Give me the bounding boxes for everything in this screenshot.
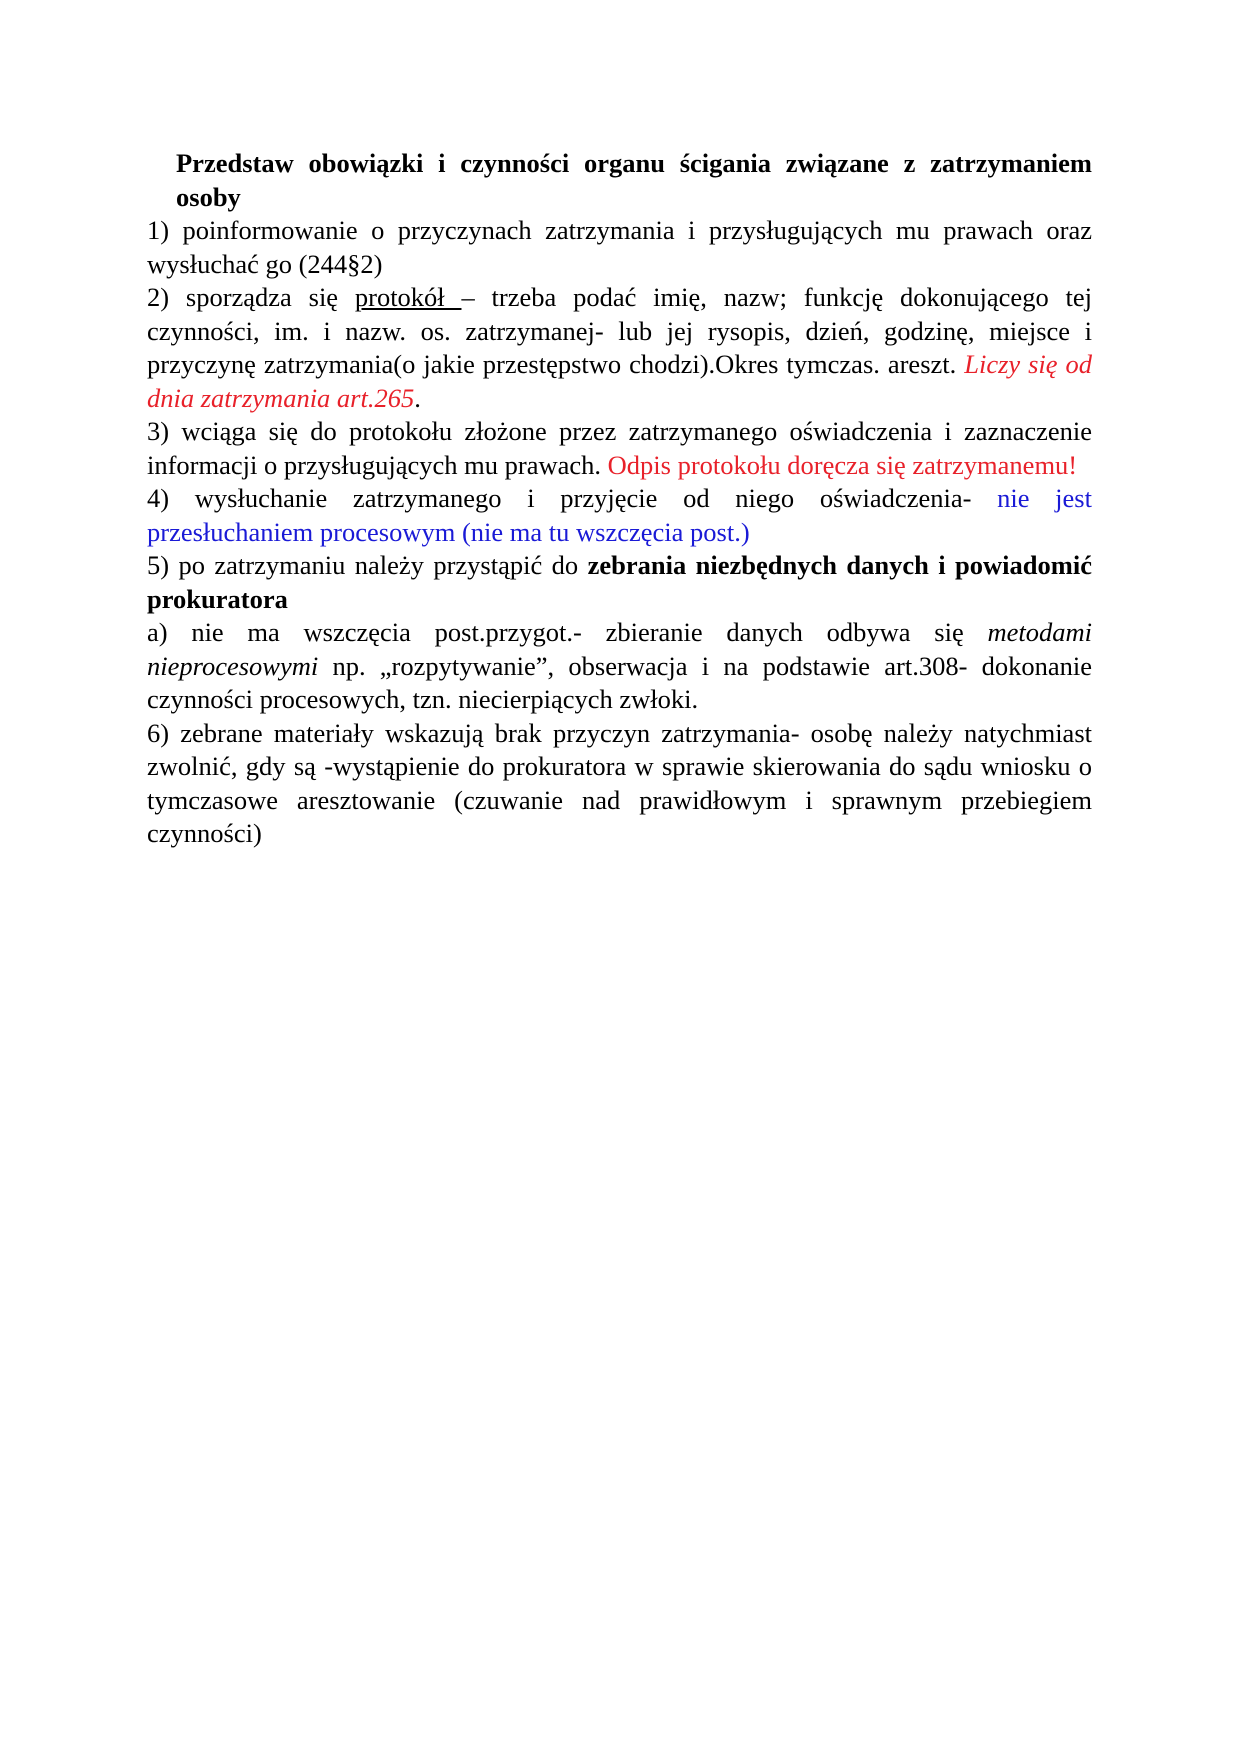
item-a-prefix: a) nie ma wszczęcia post.przygot.- zbieranie danych odbywa się <box>147 617 988 647</box>
item-a-italic: metodami nieprocesowymi <box>147 617 1092 681</box>
item-5 <box>147 549 1092 616</box>
document-title: Przedstaw obowiązki i czynności organu ścigania związane z zatrzymaniem osoby <box>176 148 1092 212</box>
item-2-text: – trzeba podać imię, nazw; funkcję dokonującego tej czynności, im. i nazw. os. zatrzymanej- lub jej rysopis, dzień, godzinę, miejsce i przyczynę zatrzymania(o jakie przestępstwo chodzi).Okres tymczas. areszt. <box>147 282 1092 379</box>
item-4-text: 4) wysłuchanie zatrzymanego i przyjęcie od niego oświadczenia- <box>147 483 998 513</box>
item-6-text: 6) zebrane materiały wskazują brak przyczyn zatrzymania- osobę należy natychmiast zwolnić, gdy są -wystąpienie do prokuratora w sprawie skierowania do sądu wniosku o tymczasowe aresztowanie (czuwanie nad prawidłowym i sprawnym przebiegiem czynności) <box>147 717 1092 848</box>
item-5-bold: zebrania niezbędnych danych i powiadomić prokuratora <box>147 550 1092 614</box>
item-2-suffix: . <box>414 382 421 413</box>
item-5-text: 5) po zatrzymaniu należy przystąpić do <box>147 550 588 580</box>
item-a <box>147 616 1092 717</box>
item-3-red-note: Odpis protokołu doręcza się zatrzymanemu! <box>607 449 1078 480</box>
item-2 <box>147 281 1092 415</box>
item-3 <box>147 415 1092 482</box>
item-4 <box>147 482 1092 549</box>
item-1 <box>147 214 1092 281</box>
item-4-blue-note: nie jest przesłuchaniem procesowym (nie ma tu wszczęcia post.) <box>147 483 1092 547</box>
item-2-red-note: Liczy się od dnia zatrzymania art.265 <box>147 349 1093 413</box>
item-1-text: 1) poinformowanie o przyczynach zatrzymania i przysługujących mu prawach oraz wysłuchać go (244§2) <box>147 215 1092 279</box>
document-page <box>147 147 1092 851</box>
item-a-text: np. „rozpytywanie”, obserwacja i na podstawie art.308- dokonanie czynności procesowych, tzn. niecierpiących zwłoki. <box>147 650 1092 714</box>
item-2-prefix: 2) sporządza się <box>147 282 355 312</box>
protocol-link: protokół <box>354 282 462 312</box>
item-6 <box>147 717 1092 851</box>
item-3-text: 3) wciąga się do protokołu złożone przez zatrzymanego oświadczenia i zaznaczenie informacji o przysługujących mu prawach. <box>147 416 1092 480</box>
